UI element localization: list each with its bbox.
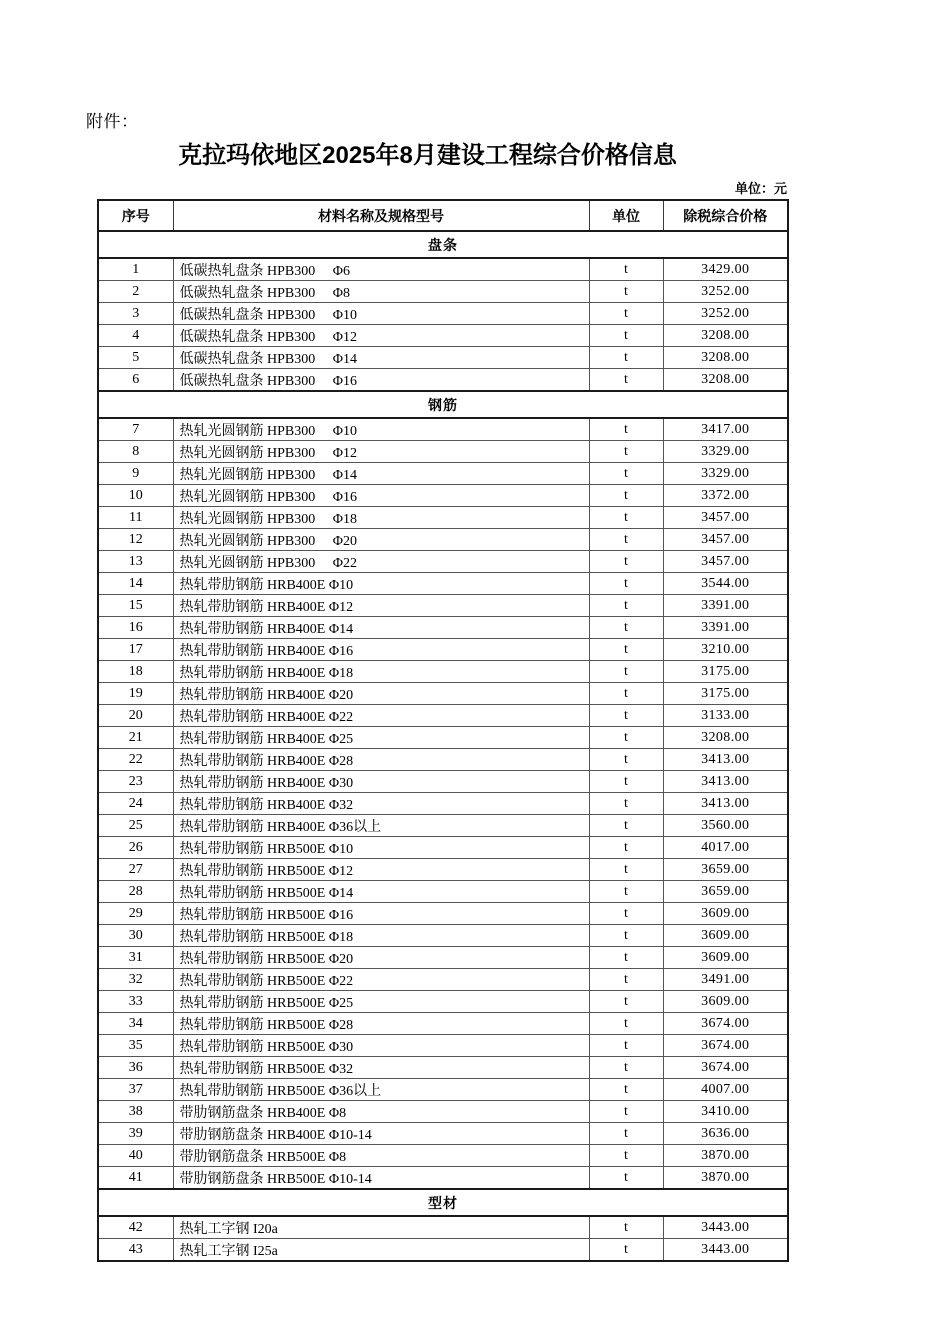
table-row bbox=[98, 705, 788, 727]
cell-price: 3391.00 bbox=[663, 617, 788, 639]
cell-index: 17 bbox=[98, 639, 173, 661]
cell-unit: t bbox=[589, 639, 663, 661]
cell-price: 3609.00 bbox=[663, 925, 788, 947]
cell-index: 5 bbox=[98, 347, 173, 369]
cell-material-name: 热轧光圆钢筋 HPB300 Φ22 bbox=[173, 551, 589, 573]
cell-unit: t bbox=[589, 1123, 663, 1145]
cell-material-name: 带肋钢筋盘条 HRB500E Φ8 bbox=[173, 1145, 589, 1167]
cell-index: 11 bbox=[98, 507, 173, 529]
cell-unit: t bbox=[589, 793, 663, 815]
cell-index: 37 bbox=[98, 1079, 173, 1101]
section-header-row bbox=[98, 231, 788, 258]
cell-unit: t bbox=[589, 771, 663, 793]
cell-material-name: 热轧带肋钢筋 HRB500E Φ10 bbox=[173, 837, 589, 859]
cell-material-name: 热轧带肋钢筋 HRB500E Φ25 bbox=[173, 991, 589, 1013]
table-row bbox=[98, 551, 788, 573]
table-body bbox=[98, 231, 788, 1261]
price-table-container bbox=[97, 199, 787, 1262]
cell-material-name: 带肋钢筋盘条 HRB400E Φ8 bbox=[173, 1101, 589, 1123]
cell-price: 4007.00 bbox=[663, 1079, 788, 1101]
table-row bbox=[98, 925, 788, 947]
cell-index: 31 bbox=[98, 947, 173, 969]
cell-material-name: 热轧带肋钢筋 HRB400E Φ18 bbox=[173, 661, 589, 683]
cell-price: 3208.00 bbox=[663, 727, 788, 749]
cell-index: 43 bbox=[98, 1239, 173, 1262]
cell-index: 39 bbox=[98, 1123, 173, 1145]
table-row bbox=[98, 258, 788, 281]
cell-index: 29 bbox=[98, 903, 173, 925]
table-row bbox=[98, 727, 788, 749]
page-title: 克拉玛依地区2025年8月建设工程综合价格信息 bbox=[178, 142, 677, 169]
cell-index: 21 bbox=[98, 727, 173, 749]
cell-index: 18 bbox=[98, 661, 173, 683]
cell-price: 3560.00 bbox=[663, 815, 788, 837]
table-row bbox=[98, 1239, 788, 1262]
cell-price: 3133.00 bbox=[663, 705, 788, 727]
cell-material-name: 热轧带肋钢筋 HRB500E Φ14 bbox=[173, 881, 589, 903]
cell-price: 3410.00 bbox=[663, 1101, 788, 1123]
cell-index: 36 bbox=[98, 1057, 173, 1079]
cell-index: 20 bbox=[98, 705, 173, 727]
cell-price: 3208.00 bbox=[663, 369, 788, 392]
table-row bbox=[98, 1145, 788, 1167]
cell-material-name: 热轧工字钢 I20a bbox=[173, 1216, 589, 1239]
cell-unit: t bbox=[589, 925, 663, 947]
table-row bbox=[98, 1057, 788, 1079]
cell-index: 13 bbox=[98, 551, 173, 573]
cell-material-name: 低碳热轧盘条 HPB300 Φ8 bbox=[173, 281, 589, 303]
cell-material-name: 热轧光圆钢筋 HPB300 Φ12 bbox=[173, 441, 589, 463]
cell-index: 33 bbox=[98, 991, 173, 1013]
section-title: 盘条 bbox=[98, 231, 788, 258]
cell-unit: t bbox=[589, 303, 663, 325]
table-row bbox=[98, 639, 788, 661]
unit-note: 单位：元 bbox=[734, 181, 787, 196]
cell-price: 3636.00 bbox=[663, 1123, 788, 1145]
cell-index: 30 bbox=[98, 925, 173, 947]
cell-index: 19 bbox=[98, 683, 173, 705]
section-title: 型材 bbox=[98, 1189, 788, 1216]
cell-unit: t bbox=[589, 881, 663, 903]
cell-price: 3457.00 bbox=[663, 551, 788, 573]
cell-price: 3443.00 bbox=[663, 1216, 788, 1239]
section-header-row bbox=[98, 1189, 788, 1216]
table-row bbox=[98, 859, 788, 881]
cell-material-name: 低碳热轧盘条 HPB300 Φ14 bbox=[173, 347, 589, 369]
cell-material-name: 热轧带肋钢筋 HRB400E Φ16 bbox=[173, 639, 589, 661]
cell-material-name: 带肋钢筋盘条 HRB400E Φ10-14 bbox=[173, 1123, 589, 1145]
section-title: 钢筋 bbox=[98, 391, 788, 418]
cell-unit: t bbox=[589, 1035, 663, 1057]
cell-price: 3329.00 bbox=[663, 463, 788, 485]
cell-price: 3870.00 bbox=[663, 1167, 788, 1190]
cell-index: 22 bbox=[98, 749, 173, 771]
cell-price: 3208.00 bbox=[663, 347, 788, 369]
cell-material-name: 热轧带肋钢筋 HRB400E Φ20 bbox=[173, 683, 589, 705]
cell-material-name: 热轧光圆钢筋 HPB300 Φ16 bbox=[173, 485, 589, 507]
cell-price: 3870.00 bbox=[663, 1145, 788, 1167]
cell-price: 3252.00 bbox=[663, 281, 788, 303]
cell-unit: t bbox=[589, 573, 663, 595]
cell-unit: t bbox=[589, 1101, 663, 1123]
table-row bbox=[98, 749, 788, 771]
cell-unit: t bbox=[589, 661, 663, 683]
cell-material-name: 热轧带肋钢筋 HRB500E Φ16 bbox=[173, 903, 589, 925]
cell-price: 3457.00 bbox=[663, 507, 788, 529]
cell-material-name: 低碳热轧盘条 HPB300 Φ10 bbox=[173, 303, 589, 325]
cell-unit: t bbox=[589, 1145, 663, 1167]
cell-index: 35 bbox=[98, 1035, 173, 1057]
cell-material-name: 热轧带肋钢筋 HRB400E Φ22 bbox=[173, 705, 589, 727]
price-table bbox=[97, 199, 789, 1262]
attachment-label: 附件： bbox=[86, 112, 139, 131]
table-row bbox=[98, 595, 788, 617]
cell-index: 16 bbox=[98, 617, 173, 639]
cell-unit: t bbox=[589, 683, 663, 705]
cell-unit: t bbox=[589, 903, 663, 925]
cell-material-name: 热轧带肋钢筋 HRB400E Φ36以上 bbox=[173, 815, 589, 837]
cell-unit: t bbox=[589, 1057, 663, 1079]
cell-price: 3429.00 bbox=[663, 258, 788, 281]
table-row bbox=[98, 969, 788, 991]
cell-index: 2 bbox=[98, 281, 173, 303]
table-row bbox=[98, 573, 788, 595]
cell-price: 3175.00 bbox=[663, 683, 788, 705]
table-row bbox=[98, 1123, 788, 1145]
cell-price: 3491.00 bbox=[663, 969, 788, 991]
cell-price: 3372.00 bbox=[663, 485, 788, 507]
cell-unit: t bbox=[589, 418, 663, 441]
cell-material-name: 热轧带肋钢筋 HRB500E Φ18 bbox=[173, 925, 589, 947]
cell-index: 9 bbox=[98, 463, 173, 485]
cell-index: 24 bbox=[98, 793, 173, 815]
cell-material-name: 热轧带肋钢筋 HRB400E Φ28 bbox=[173, 749, 589, 771]
cell-index: 14 bbox=[98, 573, 173, 595]
cell-material-name: 低碳热轧盘条 HPB300 Φ6 bbox=[173, 258, 589, 281]
cell-index: 41 bbox=[98, 1167, 173, 1190]
cell-index: 6 bbox=[98, 369, 173, 392]
table-row bbox=[98, 507, 788, 529]
table-row bbox=[98, 418, 788, 441]
cell-unit: t bbox=[589, 463, 663, 485]
cell-index: 32 bbox=[98, 969, 173, 991]
cell-unit: t bbox=[589, 325, 663, 347]
cell-index: 10 bbox=[98, 485, 173, 507]
cell-material-name: 热轧光圆钢筋 HPB300 Φ14 bbox=[173, 463, 589, 485]
table-row bbox=[98, 837, 788, 859]
cell-material-name: 热轧带肋钢筋 HRB500E Φ28 bbox=[173, 1013, 589, 1035]
cell-index: 23 bbox=[98, 771, 173, 793]
cell-price: 3417.00 bbox=[663, 418, 788, 441]
cell-material-name: 热轧带肋钢筋 HRB400E Φ32 bbox=[173, 793, 589, 815]
table-row bbox=[98, 369, 788, 392]
table-header bbox=[98, 200, 788, 231]
cell-material-name: 低碳热轧盘条 HPB300 Φ16 bbox=[173, 369, 589, 392]
cell-unit: t bbox=[589, 258, 663, 281]
table-row bbox=[98, 325, 788, 347]
column-header-unit: 单位 bbox=[589, 200, 663, 231]
cell-material-name: 热轧带肋钢筋 HRB500E Φ12 bbox=[173, 859, 589, 881]
column-header-no: 序号 bbox=[98, 200, 173, 231]
cell-material-name: 热轧带肋钢筋 HRB400E Φ12 bbox=[173, 595, 589, 617]
cell-unit: t bbox=[589, 991, 663, 1013]
cell-material-name: 热轧带肋钢筋 HRB500E Φ32 bbox=[173, 1057, 589, 1079]
table-row bbox=[98, 617, 788, 639]
table-row bbox=[98, 347, 788, 369]
table-row bbox=[98, 529, 788, 551]
column-header-name: 材料名称及规格型号 bbox=[173, 200, 589, 231]
cell-price: 3413.00 bbox=[663, 771, 788, 793]
table-row bbox=[98, 815, 788, 837]
cell-price: 3457.00 bbox=[663, 529, 788, 551]
cell-price: 3391.00 bbox=[663, 595, 788, 617]
cell-index: 28 bbox=[98, 881, 173, 903]
cell-material-name: 热轧带肋钢筋 HRB400E Φ25 bbox=[173, 727, 589, 749]
cell-index: 3 bbox=[98, 303, 173, 325]
cell-price: 3674.00 bbox=[663, 1035, 788, 1057]
section-header-row bbox=[98, 391, 788, 418]
cell-index: 38 bbox=[98, 1101, 173, 1123]
cell-unit: t bbox=[589, 485, 663, 507]
cell-price: 3443.00 bbox=[663, 1239, 788, 1262]
table-row bbox=[98, 771, 788, 793]
cell-price: 3208.00 bbox=[663, 325, 788, 347]
cell-index: 26 bbox=[98, 837, 173, 859]
cell-index: 42 bbox=[98, 1216, 173, 1239]
cell-price: 3413.00 bbox=[663, 793, 788, 815]
cell-material-name: 热轧带肋钢筋 HRB400E Φ14 bbox=[173, 617, 589, 639]
cell-index: 12 bbox=[98, 529, 173, 551]
cell-price: 3175.00 bbox=[663, 661, 788, 683]
table-header-row bbox=[98, 200, 788, 231]
cell-unit: t bbox=[589, 1079, 663, 1101]
table-row bbox=[98, 661, 788, 683]
cell-unit: t bbox=[589, 1167, 663, 1190]
table-row bbox=[98, 485, 788, 507]
cell-unit: t bbox=[589, 529, 663, 551]
cell-price: 3674.00 bbox=[663, 1013, 788, 1035]
cell-price: 3609.00 bbox=[663, 903, 788, 925]
cell-index: 8 bbox=[98, 441, 173, 463]
cell-unit: t bbox=[589, 969, 663, 991]
cell-price: 3252.00 bbox=[663, 303, 788, 325]
cell-price: 3210.00 bbox=[663, 639, 788, 661]
cell-unit: t bbox=[589, 281, 663, 303]
table-row bbox=[98, 1216, 788, 1239]
table-row bbox=[98, 683, 788, 705]
table-row bbox=[98, 947, 788, 969]
cell-material-name: 热轧带肋钢筋 HRB400E Φ10 bbox=[173, 573, 589, 595]
cell-unit: t bbox=[589, 1013, 663, 1035]
cell-price: 3544.00 bbox=[663, 573, 788, 595]
cell-index: 15 bbox=[98, 595, 173, 617]
cell-price: 3329.00 bbox=[663, 441, 788, 463]
cell-material-name: 热轧带肋钢筋 HRB500E Φ36以上 bbox=[173, 1079, 589, 1101]
cell-material-name: 热轧工字钢 I25a bbox=[173, 1239, 589, 1262]
cell-price: 3609.00 bbox=[663, 991, 788, 1013]
cell-unit: t bbox=[589, 947, 663, 969]
cell-price: 3674.00 bbox=[663, 1057, 788, 1079]
cell-material-name: 带肋钢筋盘条 HRB500E Φ10-14 bbox=[173, 1167, 589, 1190]
cell-price: 3659.00 bbox=[663, 859, 788, 881]
column-header-price: 除税综合价格 bbox=[663, 200, 788, 231]
cell-index: 25 bbox=[98, 815, 173, 837]
table-row bbox=[98, 1167, 788, 1190]
cell-unit: t bbox=[589, 1216, 663, 1239]
cell-unit: t bbox=[589, 815, 663, 837]
cell-unit: t bbox=[589, 551, 663, 573]
cell-index: 4 bbox=[98, 325, 173, 347]
cell-unit: t bbox=[589, 441, 663, 463]
cell-index: 27 bbox=[98, 859, 173, 881]
table-row bbox=[98, 1079, 788, 1101]
cell-material-name: 热轧带肋钢筋 HRB500E Φ20 bbox=[173, 947, 589, 969]
cell-unit: t bbox=[589, 507, 663, 529]
cell-index: 7 bbox=[98, 418, 173, 441]
cell-index: 1 bbox=[98, 258, 173, 281]
cell-price: 3609.00 bbox=[663, 947, 788, 969]
cell-unit: t bbox=[589, 1239, 663, 1262]
table-row bbox=[98, 991, 788, 1013]
cell-material-name: 热轧光圆钢筋 HPB300 Φ10 bbox=[173, 418, 589, 441]
cell-unit: t bbox=[589, 617, 663, 639]
table-row bbox=[98, 1013, 788, 1035]
cell-unit: t bbox=[589, 749, 663, 771]
cell-unit: t bbox=[589, 859, 663, 881]
cell-price: 3659.00 bbox=[663, 881, 788, 903]
table-row bbox=[98, 441, 788, 463]
cell-material-name: 热轧光圆钢筋 HPB300 Φ18 bbox=[173, 507, 589, 529]
cell-material-name: 热轧带肋钢筋 HRB500E Φ30 bbox=[173, 1035, 589, 1057]
cell-material-name: 热轧带肋钢筋 HRB400E Φ30 bbox=[173, 771, 589, 793]
cell-material-name: 热轧光圆钢筋 HPB300 Φ20 bbox=[173, 529, 589, 551]
cell-index: 34 bbox=[98, 1013, 173, 1035]
table-row bbox=[98, 1101, 788, 1123]
cell-unit: t bbox=[589, 595, 663, 617]
table-row bbox=[98, 1035, 788, 1057]
cell-unit: t bbox=[589, 347, 663, 369]
cell-unit: t bbox=[589, 705, 663, 727]
cell-material-name: 低碳热轧盘条 HPB300 Φ12 bbox=[173, 325, 589, 347]
cell-unit: t bbox=[589, 727, 663, 749]
cell-price: 3413.00 bbox=[663, 749, 788, 771]
table-row bbox=[98, 303, 788, 325]
cell-unit: t bbox=[589, 369, 663, 392]
table-row bbox=[98, 281, 788, 303]
table-row bbox=[98, 881, 788, 903]
cell-index: 40 bbox=[98, 1145, 173, 1167]
table-row bbox=[98, 793, 788, 815]
table-row bbox=[98, 903, 788, 925]
table-row bbox=[98, 463, 788, 485]
cell-material-name: 热轧带肋钢筋 HRB500E Φ22 bbox=[173, 969, 589, 991]
cell-price: 4017.00 bbox=[663, 837, 788, 859]
cell-unit: t bbox=[589, 837, 663, 859]
